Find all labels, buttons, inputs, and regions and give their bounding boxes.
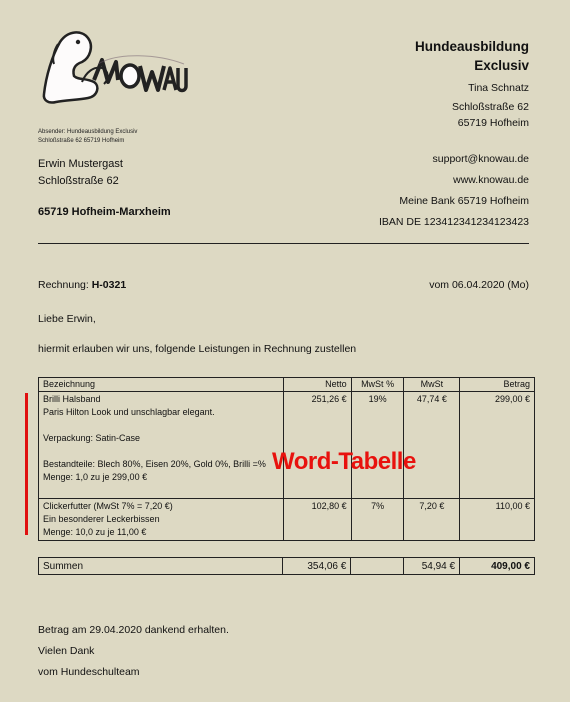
- item-description: [39, 499, 284, 541]
- divider-line: [38, 243, 529, 244]
- item-line: Bestandteile: Blech 80%, Eisen 20%, Gold 0%, Brilli =%: [43, 459, 266, 469]
- header-mwst-pct: MwSt %: [351, 378, 404, 392]
- item-line: Ein besonderer Leckerbissen: [43, 514, 160, 524]
- item-spacer: [43, 445, 279, 458]
- item-mwst: 7,20 €: [404, 499, 460, 541]
- invoice-date: vom 06.04.2020 (Mo): [429, 279, 529, 291]
- company-logo: [38, 24, 188, 116]
- sums-row: [39, 558, 535, 575]
- dog-logo-icon: [38, 24, 188, 116]
- company-name-line-2: Exclusiv: [474, 58, 529, 73]
- company-email: support@knowau.de: [432, 153, 529, 165]
- sums-table: [38, 557, 535, 575]
- payment-note: Betrag am 29.04.2020 dankend erhalten.: [38, 624, 229, 636]
- header-mwst: MwSt: [404, 378, 460, 392]
- sums-netto: 354,06 €: [283, 558, 351, 575]
- invoice-number: H-0321: [91, 279, 127, 291]
- item-line: Clickerfutter (MwSt 7% = 7,20 €): [43, 501, 173, 511]
- company-name-line-1: Hundeausbildung: [415, 39, 529, 54]
- item-line: Verpackung: Satin-Case: [43, 433, 141, 443]
- item-netto: 251,26 €: [283, 392, 351, 499]
- company-city: 65719 Hofheim: [457, 117, 529, 129]
- intro-text: hiermit erlauben wir uns, folgende Leistungen in Rechnung zustellen: [38, 343, 357, 355]
- invoice-label: Rechnung:: [38, 279, 92, 291]
- header-bezeichnung: Bezeichnung: [39, 378, 284, 392]
- item-line: Paris Hilton Look und unschlagbar elegant.: [43, 407, 215, 417]
- company-street: Schloßstraße 62: [451, 101, 529, 113]
- company-web: www.knowau.de: [453, 174, 529, 186]
- item-mwst-pct: 19%: [351, 392, 404, 499]
- table-row: [39, 499, 535, 541]
- sums-mwst-pct: [351, 558, 404, 575]
- company-iban: IBAN DE 123412341234123423: [378, 216, 529, 228]
- item-mwst: 47,74 €: [404, 392, 460, 499]
- item-mwst-pct: 7%: [351, 499, 404, 541]
- sender-line-1: Absender: Hundeausbildung Exclusiv: [38, 129, 138, 135]
- red-marker-bar: [25, 393, 28, 535]
- item-line: Brilli Halsband: [43, 394, 101, 404]
- item-description: [39, 392, 284, 499]
- thanks-text: Vielen Dank: [38, 645, 95, 657]
- recipient-address: [38, 156, 123, 190]
- sums-mwst: 54,94 €: [404, 558, 460, 575]
- item-betrag: 110,00 €: [460, 499, 535, 541]
- table-row: [39, 392, 535, 499]
- recipient-street: Schloßstraße 62: [38, 175, 119, 187]
- item-line: Menge: 1,0 zu je 299,00 €: [43, 472, 148, 482]
- item-betrag: 299,00 €: [460, 392, 535, 499]
- item-spacer: [43, 419, 279, 432]
- item-netto: 102,80 €: [283, 499, 351, 541]
- company-bank: Meine Bank 65719 Hofheim: [399, 195, 529, 207]
- recipient-name: Erwin Mustergast: [38, 158, 123, 170]
- word-table-annotation: Word-Tabelle: [272, 448, 416, 475]
- greeting: Liebe Erwin,: [38, 313, 96, 325]
- sums-label: Summen: [39, 558, 283, 575]
- sender-address: [38, 128, 137, 146]
- item-line: Menge: 10,0 zu je 11,00 €: [43, 527, 147, 537]
- header-betrag: Betrag: [460, 378, 535, 392]
- company-person: Tina Schnatz: [468, 82, 529, 94]
- company-name: [415, 37, 529, 75]
- table-header-row: [39, 378, 535, 392]
- signature-text: vom Hundeschulteam: [38, 666, 140, 678]
- sums-betrag: 409,00 €: [460, 558, 535, 575]
- recipient-city: 65719 Hofheim-Marxheim: [38, 206, 171, 218]
- invoice-number-line: [38, 279, 126, 291]
- sender-line-2: Schloßstraße 62 65719 Hofheim: [38, 138, 125, 144]
- header-netto: Netto: [283, 378, 351, 392]
